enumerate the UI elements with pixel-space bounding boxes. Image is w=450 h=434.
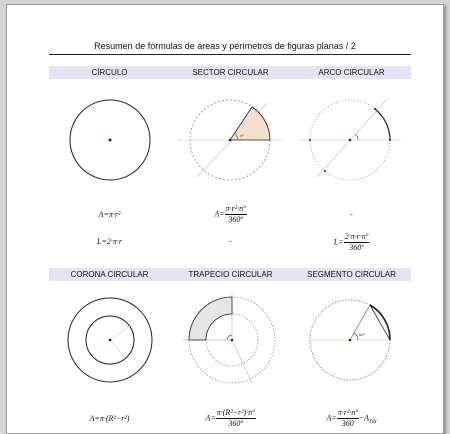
circle-figure (67, 97, 153, 183)
formula-area-trapecio (170, 408, 291, 429)
formula-prefix: A= (326, 413, 337, 423)
formula-perimetro-circulo: L=2·π·r (97, 237, 122, 246)
fraction (344, 232, 370, 253)
formula-suffix: −A (358, 413, 370, 423)
angle-label: nº (240, 133, 244, 138)
segmento-figure (307, 297, 393, 383)
header-sector-circular: SECTOR CIRCULAR (192, 68, 269, 77)
denominator: 360º (228, 215, 243, 224)
corona-figure (67, 297, 153, 383)
fraction (337, 408, 359, 429)
fraction (225, 204, 247, 225)
formula-area-arco: - (350, 210, 353, 219)
formula-area-sector (170, 204, 291, 225)
formula-area-corona: A=π·(R²−r²) (89, 414, 130, 423)
formula-area-segmento (291, 408, 412, 429)
page-title: Resumen de fórmulas de áreas y perímetros de figuras planas / 2 (94, 41, 356, 51)
formula-perimetro-arco (291, 232, 412, 253)
formula-prefix: A= (205, 413, 216, 423)
trapecio-figure (187, 295, 277, 385)
angle-label: 60º (359, 332, 365, 337)
numerator: 2·π·r·nº (344, 232, 369, 241)
header-circulo: CÍRCULO (91, 68, 128, 77)
header-segmento-circular: SEGMENTO CIRCULAR (307, 270, 396, 279)
numerator: π·r²·nº (337, 408, 358, 417)
formula-subscript: TRI (369, 419, 377, 425)
arc-figure (307, 97, 393, 183)
denominator: 360º (349, 243, 364, 252)
arc-segment (375, 109, 390, 140)
title-divider (49, 54, 411, 55)
document-page (6, 4, 444, 434)
denominator: 360 (341, 419, 354, 428)
formula-perimetro-sector: - (229, 237, 232, 246)
fraction (216, 408, 256, 429)
radius-label: r (93, 105, 95, 110)
header-trapecio-circular: TRAPECIO CIRCULAR (188, 270, 273, 279)
sector-figure (187, 97, 273, 183)
denominator: 360º (228, 419, 243, 428)
numerator: π·(R²−r²)·nº (216, 408, 255, 417)
trapecio-area (189, 297, 232, 340)
header-corona-circular: CORONA CIRCULAR (70, 270, 149, 279)
center-point (109, 139, 112, 142)
header-arco-circular: ARCO CIRCULAR (318, 68, 385, 77)
numerator: π·r²·nº (225, 204, 246, 213)
formula-prefix: A= (214, 209, 225, 219)
formula-prefix: L= (333, 237, 344, 247)
formula-area-circulo: A=π·r² (98, 210, 121, 219)
